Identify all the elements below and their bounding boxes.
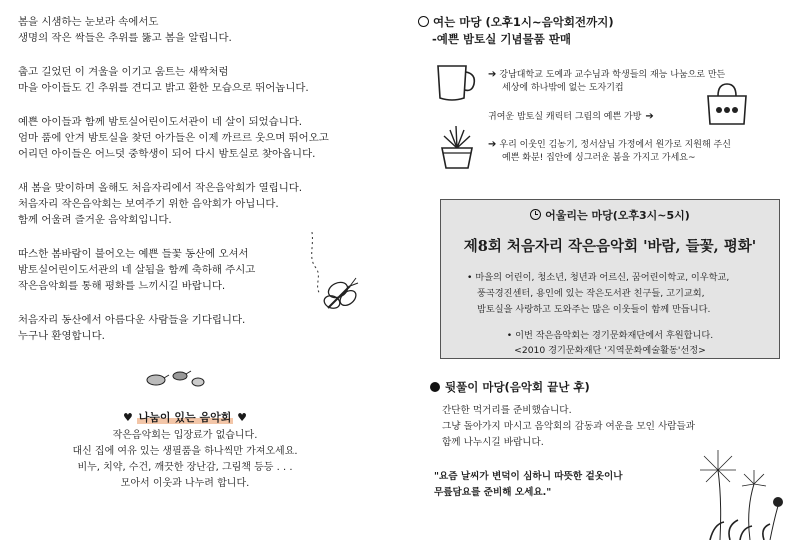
opening-item-line: 우리 이웃인 김농기, 정서삼님 가정에서 원가로 지원해 주신 — [499, 140, 731, 150]
afterparty-heading — [430, 379, 790, 395]
opening-item-line: 예쁜 화분! 집안에 싱그러운 봄을 가지고 가세요~ — [502, 153, 696, 163]
sharing-line: 비누, 치약, 수건, 깨끗한 장난감, 그림책 등등 . . . — [77, 462, 293, 473]
sharing-title — [40, 410, 330, 426]
afterparty-line: 함께 나누시길 바랍니다. — [442, 437, 544, 448]
sponsor-line: 이번 작은음악회는 경기문화재단에서 후원합니다. — [515, 330, 714, 341]
intro-line: 작은음악회를 통해 평화를 느끼시길 바랍니다. — [18, 280, 226, 292]
butterfly-illustration — [300, 228, 370, 318]
heart-icon: ♥ — [122, 411, 133, 424]
intro-line: 처음자리 작은음악회는 보여주기 위한 음악회가 아닙니다. — [18, 198, 279, 210]
intro-line: 봄을 시샘하는 눈보라 속에서도 — [18, 16, 159, 28]
participants-line: 밤토실을 사랑하고 도와주는 많은 이웃들이 함께 만듭니다. — [477, 304, 711, 315]
cup-icon — [434, 62, 478, 104]
sharing-title-text: 나눔이 있는 음악회 — [138, 411, 232, 424]
intro-line: 새 봄을 맞이하며 올해도 처음자리에서 작은음악회가 열립니다. — [18, 182, 303, 194]
arrow-right-icon: ➔ — [488, 139, 497, 150]
afterparty-heading-text: 뒷풀이 마당(음악회 끝난 후) — [445, 380, 590, 394]
intro-line: 누구나 환영합니다. — [18, 330, 105, 342]
intro-line: 춥고 길었던 이 겨울을 이기고 움트는 새싹처럼 — [18, 66, 229, 78]
bag-icon — [704, 82, 750, 126]
plant-pot-icon — [434, 124, 480, 170]
arrow-right-icon: ➔ — [488, 69, 497, 80]
opening-title: 여는 마당 (오후1시~음악회전까지) — [433, 15, 614, 29]
sponsor-line: <2010 경기문화재단 '지역문화예술활동'선정> — [514, 345, 706, 356]
main-concert-heading-text: 어울리는 마당(오후3시~5시) — [545, 209, 690, 222]
afterparty-line: 그냥 돌아가지 마시고 음악회의 감동과 여운을 모인 사람들과 — [442, 421, 696, 432]
sponsor-note — [441, 328, 779, 358]
birds-illustration — [140, 360, 210, 390]
intro-line: 생명의 작은 싹들은 추위를 뚫고 봄을 알립니다. — [18, 32, 232, 44]
intro-line: 어리던 아이들은 어느덧 중학생이 되어 다시 밤토실로 찾아옵니다. — [18, 148, 316, 160]
participants-line: 마을의 어린이, 청소년, 청년과 어르신, 꿈어린이학교, 이우학교, — [475, 272, 730, 283]
opening-item-line: 귀여운 밤토실 캐릭터 그림의 예쁜 가방 — [488, 112, 642, 122]
weather-line: 무릎담요를 준비해 오세요." — [434, 487, 552, 498]
arrow-right-icon: ➔ — [645, 111, 654, 122]
main-concert-participants — [467, 270, 779, 318]
weather-line: "요즘 날씨가 변덕이 심하니 따뜻한 겉옷이나 — [434, 471, 623, 482]
main-concert-heading — [441, 207, 779, 223]
sharing-line: 대신 집에 여유 있는 생필품을 하나씩만 가져오세요. — [72, 446, 298, 457]
bullet-icon: • — [467, 272, 476, 283]
sharing-concert — [40, 410, 330, 492]
opening-item-line: 세상에 하나밖에 없는 도자기컵 — [502, 83, 624, 93]
intro-line: 엄마 품에 안겨 밤토실을 찾던 아가들은 이제 까르르 웃으며 뛰어오고 — [18, 132, 329, 144]
opening-heading — [418, 14, 788, 48]
main-concert-box — [440, 199, 780, 359]
clock-icon — [530, 209, 541, 220]
intro-line: 따스한 봄바람이 불어오는 예쁜 들꽃 동산에 오셔서 — [18, 248, 249, 260]
opening-subtitle: -예쁜 밤토실 기념물품 판매 — [432, 32, 571, 46]
intro-line: 밤토실어린이도서관의 네 살됨을 함께 축하해 주시고 — [18, 264, 256, 276]
intro-paragraph-3 — [18, 114, 390, 162]
intro-line: 마을 아이들도 긴 추위를 견디고 밝고 환한 모습으로 뛰어놉니다. — [18, 82, 309, 94]
opening-item-cup — [488, 68, 725, 95]
opening-item-bag — [488, 110, 657, 124]
dandelion-illustration — [680, 440, 792, 540]
opening-item-plant — [488, 138, 731, 165]
afterparty-line: 간단한 먹거리를 준비했습니다. — [442, 405, 572, 416]
dot-icon — [430, 382, 440, 392]
intro-line: 함께 어울려 즐거운 음악회입니다. — [18, 214, 172, 226]
intro-paragraph-2 — [18, 64, 390, 96]
sharing-line: 모아서 이웃과 나누려 합니다. — [120, 478, 250, 489]
intro-paragraph-4 — [18, 180, 390, 228]
circle-icon — [418, 16, 429, 27]
intro-paragraph-1 — [18, 14, 390, 46]
bullet-icon: • — [506, 330, 516, 341]
opening-section — [418, 14, 788, 48]
participants-line: 풍곡경진센터, 용인에 있는 작은도서관 친구들, 고기교회, — [477, 288, 705, 299]
intro-line: 예쁜 아이들과 함께 밤토실어린이도서관이 네 살이 되었습니다. — [18, 116, 303, 128]
sharing-line: 작은음악회는 입장료가 없습니다. — [112, 430, 258, 441]
main-concert-title: 제8회 처음자리 작은음악회 '바람, 들꽃, 평화' — [463, 238, 757, 255]
heart-icon: ♥ — [237, 411, 248, 424]
intro-line: 처음자리 동산에서 아름다운 사람들을 기다립니다. — [18, 314, 246, 326]
opening-item-line: 강남대학교 도예과 교수님과 학생들의 재능 나눔으로 만든 — [499, 70, 726, 80]
